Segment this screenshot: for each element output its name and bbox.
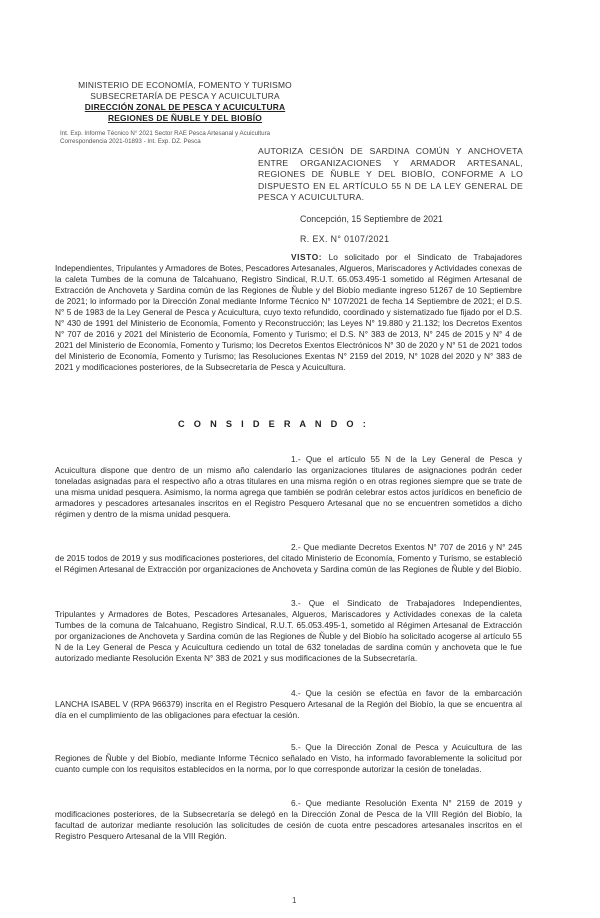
place-and-date: Concepción, 15 Septiembre de 2021 (300, 214, 443, 224)
resolution-subject: AUTORIZA CESIÓN DE SARDINA COMÚN Y ANCHOVETA ENTRE ORGANIZACIONES Y ARMADOR ARTESANAL, REGIONES DE ÑUBLE Y DEL BIOBÍO, CONFORME A LO DISPUESTO EN EL ARTÍCULO 55 N DE LA LEY GENERAL DE PESCA Y ACUICULTURA. (258, 146, 523, 202)
reference-line: Correspondencia 2021-01893 - Int. Exp. DZ. Pesca (60, 138, 201, 145)
letterhead (70, 80, 300, 124)
considerando-heading: C O N S I D E R A N D O : (178, 419, 370, 429)
visto-lead: VISTO: (291, 252, 323, 262)
ministry-name: MINISTERIO DE ECONOMÍA, FOMENTO Y TURISMO (78, 80, 292, 90)
resolution-number: R. EX. N° 0107/2021 (300, 234, 390, 244)
considerando-6: 6.- Que mediante Resolución Exenta N° 2159 de 2019 y modificaciones posteriores, de la Subsecretaría se delegó en la Dirección Zonal de Pesca de la VIII Región del Biobío, la facultad de autorizar mediante resolución las solicitudes de cesión de cuota entre pescadores artesanales inscritos en el Registro Pesquero Artesanal de la VIII Región. (55, 798, 522, 842)
undersecretary-name: SUBSECRETARÍA DE PESCA Y ACUICULTURA (90, 91, 280, 101)
reference-line: Int. Exp. Informe Técnico N° 2021 Sector RAE Pesca Artesanal y Acuicultura (60, 130, 271, 137)
considerando-2: 2.- Que mediante Decretos Exentos N° 707 de 2016 y N° 245 de 2015 todos de 2019 y sus modificaciones posteriores, del citado Ministerio de Economía, Fomento y Turismo, se estableció el Régimen Artesanal de Extracción por organizaciones de Anchoveta y Sardina común de las Regiones de Ñuble y del Biobío. (55, 542, 522, 575)
considerando-3: 3.- Que el Sindicato de Trabajadores Independientes, Tripulantes y Armadores de Botes, Pescadores Artesanales, Algueros, Mariscadores y Actividades conexas de la caleta Tumbes de la comuna de Talcahuano, Registro Sindical, R.U.T. 65.053.495-1, sometido al Régimen Artesanal de Extracción por organizaciones de Anchoveta y Sardina común de las Regiones de Ñuble y del Biobío ha solicitado acogerse al artículo 55 N de la Ley General de Pesca y Acuicultura cediendo un total de 632 toneladas de sardina común y anchoveta que le fue autorizado mediante Resolución Exenta N° 383 de 2021 y sus modificaciones de la Subsecretaría. (55, 598, 522, 664)
considerando-4: 4.- Que la cesión se efectúa en favor de la embarcación LANCHA ISABEL V (RPA 966379) inscrita en el Registro Pesquero Artesanal de la Región del Biobío, la que se encuentra al día en el cumplimiento de las obligaciones para efectuar la cesión. (55, 688, 522, 721)
considerando-5: 5.- Que la Dirección Zonal de Pesca y Acuicultura de las Regiones de Ñuble y del Biobío, mediante Informe Técnico señalado en Visto, ha informado favorablemente la solicitud por cuanto cumple con los requisitos establecidos en la norma, por lo que corresponde autorizar la cesión de toneladas. (55, 742, 522, 775)
file-references (60, 130, 320, 146)
considerando-1: 1.- Que el artículo 55 N de la Ley General de Pesca y Acuicultura dispone que dentro de un mismo año calendario las organizaciones titulares de asignaciones podrán ceder toneladas asignadas para el respectivo año a otras titulares en una misma región o en otras regiones siempre que se trate de una misma unidad pesquera. Asimismo, la norma agrega que también se podrán celebrar estos actos jurídicos en beneficio de armadores y pescadores artesanales inscritos en el Registro Pesquero Artesanal que no se encuentren sometidos a dicho régimen y dentro de la misma unidad pesquera. (55, 454, 522, 520)
page-number: 1 (292, 896, 297, 905)
visto-paragraph (55, 252, 522, 374)
visto-text: Lo solicitado por el Sindicato de Trabajadores Independientes, Tripulantes y Armadores de Botes, Pescadores Artesanales, Algueros, Mariscadores y Actividades conexas de la caleta Tumbes de la comuna de Talcahuano, Registro Sindical, R.U.T. 65.053.495-1 sometido al Régimen Artesanal de Extracción de Anchoveta y Sardina común de las Regiones de Ñuble y del Biobío mediante ingreso 51267 de 10 Septiembre de 2021; lo informado por la Dirección Zonal mediante Informe Técnico N° 107/2021 de fecha 14 Septiembre de 2021; el D.S. N° 5 de 1983 de la Ley General de Pesca y Acuicultura, cuyo texto refundido, coordinado y sistematizado fue fijado por el D.S. N° 430 de 1991 del Ministerio de Economía, Fomento y Reconstrucción; las Leyes N° 19.880 y 21.132; los Decretos Exentos N° 707 de 2016 y 2021 del Ministerio de Economía, Fomento y Turismo; el D.S. N° 383 de 2013, N° 245 de 2015 y N° 4 de 2021 del Ministerio de Economía, Fomento y Turismo; los Decretos Exentos Electrónicos N° 30 de 2020 y N° 51 de 2021 todos del Ministerio de Economía, Fomento y Turismo; las Resoluciones Exentas N° 2159 del 2019, N° 1028 del 2020 y N° 383 de 2021 y modificaciones posteriores, de la Subsecretaría de Pesca y Acuicultura. (55, 252, 522, 373)
regions-name: REGIONES DE ÑUBLE Y DEL BIOBÍO (108, 113, 262, 123)
zonal-office-name: DIRECCIÓN ZONAL DE PESCA Y ACUICULTURA (84, 102, 286, 112)
